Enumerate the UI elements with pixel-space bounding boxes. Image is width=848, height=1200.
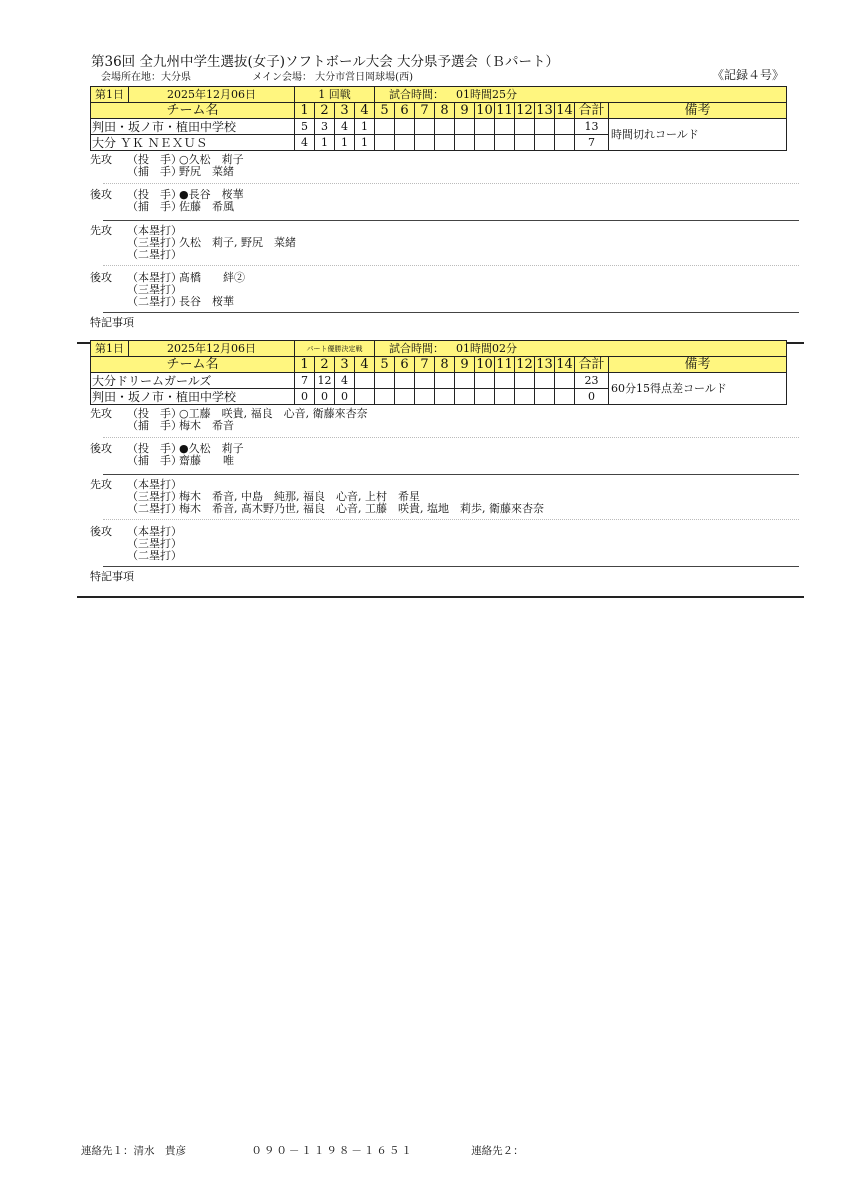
inning-score bbox=[355, 389, 375, 405]
total-score: 0 bbox=[575, 389, 609, 405]
catcher-names: 梅木 希音 bbox=[179, 419, 234, 432]
inning-score bbox=[535, 373, 555, 389]
batting-side: 後攻 bbox=[90, 525, 112, 538]
inning-score bbox=[515, 389, 535, 405]
inning-score bbox=[555, 373, 575, 389]
pitcher-label: （投 手） bbox=[127, 153, 182, 166]
inning-score: 1 bbox=[315, 135, 335, 151]
inning-header: 9 bbox=[455, 357, 475, 373]
inning-score bbox=[415, 373, 435, 389]
inning-score bbox=[395, 135, 415, 151]
batting-side: 先攻 bbox=[90, 224, 112, 237]
double-row bbox=[90, 550, 786, 562]
double-names: 長谷 桜華 bbox=[179, 295, 234, 308]
inning-header: 1 bbox=[295, 357, 315, 373]
double-label: （二塁打） bbox=[127, 248, 182, 261]
inning-score bbox=[375, 135, 395, 151]
game-info-row bbox=[91, 87, 787, 103]
record-number: 《記録４号》 bbox=[712, 68, 785, 82]
inning-score bbox=[495, 373, 515, 389]
inning-score bbox=[415, 135, 435, 151]
inning-header: 4 bbox=[355, 103, 375, 119]
inning-score bbox=[395, 389, 415, 405]
contact-footer bbox=[81, 1143, 524, 1158]
inning-header: 8 bbox=[435, 103, 455, 119]
team-name: 大分ドリームガールズ bbox=[91, 373, 295, 389]
contact1-phone: ０９０－１１９８－１６５１ bbox=[251, 1145, 414, 1157]
inning-score bbox=[455, 389, 475, 405]
venue-line bbox=[101, 68, 413, 83]
special-notes-row bbox=[90, 571, 786, 583]
contact1-name: 清水 貴彦 bbox=[133, 1145, 186, 1157]
inning-header: 5 bbox=[375, 357, 395, 373]
inning-score: 7 bbox=[295, 373, 315, 389]
inning-score bbox=[515, 135, 535, 151]
inning-score bbox=[395, 119, 415, 135]
home-run-label: （本塁打） bbox=[127, 478, 182, 491]
pitcher-names: ○工藤 咲貴, 福良 心音, 衛藤來杏奈 bbox=[179, 407, 368, 420]
home-run-row bbox=[90, 526, 786, 538]
catcher-label: （捕 手） bbox=[127, 419, 182, 432]
game-date: 2025年12月06日 bbox=[129, 341, 295, 357]
section-separator bbox=[103, 566, 799, 567]
inning-score bbox=[475, 119, 495, 135]
inning-header: 12 bbox=[516, 356, 533, 372]
total-score: 23 bbox=[575, 373, 609, 389]
team-score-row bbox=[91, 119, 787, 135]
main-venue: メイン会場： 大分市営日岡球場(西) bbox=[252, 72, 413, 83]
score-table bbox=[90, 86, 787, 151]
triple-names: 梅木 希音, 中島 純那, 福良 心音, 上村 希星 bbox=[179, 490, 420, 503]
pitcher-names: ●長谷 桜華 bbox=[179, 188, 244, 201]
inning-score bbox=[555, 135, 575, 151]
remarks-text: 60分15得点差コールド bbox=[609, 373, 787, 405]
double-row bbox=[90, 503, 786, 515]
team-name: 大分 ＹＫ ＮＥＸＵＳ bbox=[91, 135, 295, 151]
inning-header: 2 bbox=[315, 103, 335, 119]
dotted-separator bbox=[103, 265, 799, 266]
batting-side: 後攻 bbox=[90, 442, 112, 455]
inning-header: 5 bbox=[375, 103, 395, 119]
remarks-header: 備考 bbox=[609, 103, 787, 119]
score-header-row bbox=[91, 103, 787, 119]
section-separator bbox=[103, 474, 799, 475]
dotted-separator bbox=[103, 183, 799, 184]
score-header-row bbox=[91, 357, 787, 373]
contact1-label: 連絡先１： bbox=[81, 1145, 134, 1157]
section-separator bbox=[103, 312, 799, 313]
inning-header: 4 bbox=[355, 357, 375, 373]
inning-score: 1 bbox=[355, 135, 375, 151]
batting-side: 後攻 bbox=[90, 188, 112, 201]
section-separator bbox=[103, 220, 799, 221]
game-duration bbox=[375, 87, 787, 103]
play-details bbox=[90, 408, 786, 596]
double-names: 梅木 希音, 髙木野乃世, 福良 心音, 工藤 咲貴, 塩地 莉歩, 衛藤來杏奈 bbox=[179, 502, 544, 515]
batting-side: 先攻 bbox=[90, 478, 112, 491]
duration-label: 試合時間： bbox=[389, 341, 444, 355]
inning-score bbox=[355, 373, 375, 389]
document-title: 第36回 全九州中学生選抜(女子)ソフトボール大会 大分県予選会（Ｂパート） bbox=[91, 54, 560, 70]
inning-header: 1 bbox=[295, 103, 315, 119]
catcher-names: 野尻 菜緒 bbox=[179, 165, 234, 178]
inning-score: 12 bbox=[315, 373, 335, 389]
batting-side: 先攻 bbox=[90, 153, 112, 166]
inning-score bbox=[535, 135, 555, 151]
team-name: 判田・坂ノ市・植田中学校 bbox=[91, 119, 295, 135]
total-header: 合計 bbox=[575, 357, 609, 373]
game-round: 1 回戦 bbox=[295, 87, 375, 103]
pitcher-label: （投 手） bbox=[127, 442, 182, 455]
game-bottom-rule bbox=[77, 596, 804, 598]
inning-score bbox=[475, 373, 495, 389]
total-score: 7 bbox=[575, 135, 609, 151]
catcher-names: 佐藤 希風 bbox=[179, 200, 234, 213]
inning-score: 0 bbox=[315, 389, 335, 405]
score-table bbox=[90, 340, 787, 405]
inning-score bbox=[435, 135, 455, 151]
inning-score: 0 bbox=[335, 389, 355, 405]
dotted-separator bbox=[103, 519, 799, 520]
special-notes-label: 特記事項 bbox=[90, 316, 134, 329]
triple-names: 久松 莉子, 野尻 菜緒 bbox=[179, 236, 296, 249]
double-label: （二塁打） bbox=[127, 295, 182, 308]
inning-score bbox=[435, 389, 455, 405]
double-row bbox=[90, 296, 786, 308]
triple-row bbox=[90, 538, 786, 550]
inning-score: 4 bbox=[335, 373, 355, 389]
inning-score: 3 bbox=[315, 119, 335, 135]
double-row bbox=[90, 249, 786, 261]
inning-header: 10 bbox=[476, 102, 493, 118]
catcher-row bbox=[90, 166, 786, 178]
batting-side: 後攻 bbox=[90, 271, 112, 284]
inning-score bbox=[475, 135, 495, 151]
inning-score bbox=[515, 119, 535, 135]
inning-header: 10 bbox=[476, 356, 493, 372]
inning-header: 14 bbox=[556, 102, 573, 118]
inning-score bbox=[555, 389, 575, 405]
catcher-names: 齋藤 唯 bbox=[179, 454, 234, 467]
team-score-row bbox=[91, 373, 787, 389]
remarks-text: 時間切れコールド bbox=[609, 119, 787, 151]
duration-label: 試合時間： bbox=[389, 87, 444, 101]
inning-header: 8 bbox=[435, 357, 455, 373]
home-run-label: （本塁打） bbox=[127, 271, 182, 284]
inning-header: 7 bbox=[415, 103, 435, 119]
pitcher-label: （投 手） bbox=[127, 407, 182, 420]
total-score: 13 bbox=[575, 119, 609, 135]
pitcher-names: ●久松 莉子 bbox=[179, 442, 244, 455]
inning-header: 2 bbox=[315, 357, 335, 373]
triple-label: （三塁打） bbox=[127, 537, 182, 550]
inning-score bbox=[515, 373, 535, 389]
inning-score: 5 bbox=[295, 119, 315, 135]
inning-score bbox=[455, 119, 475, 135]
inning-score bbox=[415, 389, 435, 405]
triple-label: （三塁打） bbox=[127, 490, 182, 503]
game-record-202 bbox=[77, 340, 804, 598]
inning-score: 0 bbox=[295, 389, 315, 405]
catcher-row bbox=[90, 455, 786, 467]
inning-header: 9 bbox=[455, 103, 475, 119]
inning-header: 6 bbox=[395, 357, 415, 373]
game-record-201 bbox=[77, 86, 804, 344]
inning-score: 4 bbox=[335, 119, 355, 135]
game-day: 第1日 bbox=[91, 87, 129, 103]
catcher-label: （捕 手） bbox=[127, 454, 182, 467]
inning-score bbox=[475, 389, 495, 405]
game-info-row bbox=[91, 341, 787, 357]
inning-header: 11 bbox=[496, 102, 513, 118]
inning-header: 3 bbox=[335, 103, 355, 119]
triple-row bbox=[90, 237, 786, 249]
pitcher-names: ○久松 莉子 bbox=[179, 153, 244, 166]
contact2-label: 連絡先２： bbox=[471, 1145, 524, 1157]
team-name-header: チーム名 bbox=[91, 103, 295, 119]
home-run-names: 髙橋 絆② bbox=[179, 271, 245, 284]
duration-value: 01時間25分 bbox=[456, 87, 517, 101]
remarks-header: 備考 bbox=[609, 357, 787, 373]
inning-header: 6 bbox=[395, 103, 415, 119]
inning-header: 12 bbox=[516, 102, 533, 118]
venue-prefecture: 会場所在地：大分県 bbox=[101, 72, 191, 83]
game-date: 2025年12月06日 bbox=[129, 87, 295, 103]
inning-score bbox=[435, 373, 455, 389]
inning-score bbox=[555, 119, 575, 135]
inning-score bbox=[535, 119, 555, 135]
inning-score bbox=[415, 119, 435, 135]
catcher-row bbox=[90, 420, 786, 432]
inning-score bbox=[535, 389, 555, 405]
pitcher-label: （投 手） bbox=[127, 188, 182, 201]
batting-side: 先攻 bbox=[90, 407, 112, 420]
game-day: 第1日 bbox=[91, 341, 129, 357]
inning-header: 13 bbox=[536, 356, 553, 372]
team-name-header: チーム名 bbox=[91, 357, 295, 373]
triple-label: （三塁打） bbox=[127, 283, 182, 296]
catcher-label: （捕 手） bbox=[127, 200, 182, 213]
catcher-label: （捕 手） bbox=[127, 165, 182, 178]
inning-score bbox=[395, 373, 415, 389]
inning-score bbox=[375, 389, 395, 405]
inning-score bbox=[435, 119, 455, 135]
game-round: パート優勝決定戦 bbox=[295, 341, 375, 357]
total-header: 合計 bbox=[575, 103, 609, 119]
special-notes-label: 特記事項 bbox=[90, 570, 134, 583]
triple-label: （三塁打） bbox=[127, 236, 182, 249]
team-name: 判田・坂ノ市・植田中学校 bbox=[91, 389, 295, 405]
home-run-row bbox=[90, 272, 786, 284]
catcher-row bbox=[90, 201, 786, 213]
inning-header: 13 bbox=[536, 102, 553, 118]
game-duration bbox=[375, 341, 787, 357]
special-notes-row bbox=[90, 317, 786, 329]
inning-score bbox=[375, 373, 395, 389]
inning-score: 1 bbox=[355, 119, 375, 135]
inning-score bbox=[495, 389, 515, 405]
inning-score bbox=[495, 119, 515, 135]
dotted-separator bbox=[103, 437, 799, 438]
inning-header: 11 bbox=[496, 356, 513, 372]
inning-header: 7 bbox=[415, 357, 435, 373]
inning-header: 3 bbox=[335, 357, 355, 373]
inning-score bbox=[495, 135, 515, 151]
double-label: （二塁打） bbox=[127, 549, 182, 562]
inning-score: 4 bbox=[295, 135, 315, 151]
inning-score bbox=[455, 373, 475, 389]
inning-score bbox=[375, 119, 395, 135]
play-details bbox=[90, 154, 786, 342]
inning-score: 1 bbox=[335, 135, 355, 151]
home-run-label: （本塁打） bbox=[127, 224, 182, 237]
inning-score bbox=[455, 135, 475, 151]
inning-header: 14 bbox=[556, 356, 573, 372]
duration-value: 01時間02分 bbox=[456, 341, 517, 355]
home-run-label: （本塁打） bbox=[127, 525, 182, 538]
double-label: （二塁打） bbox=[127, 502, 182, 515]
